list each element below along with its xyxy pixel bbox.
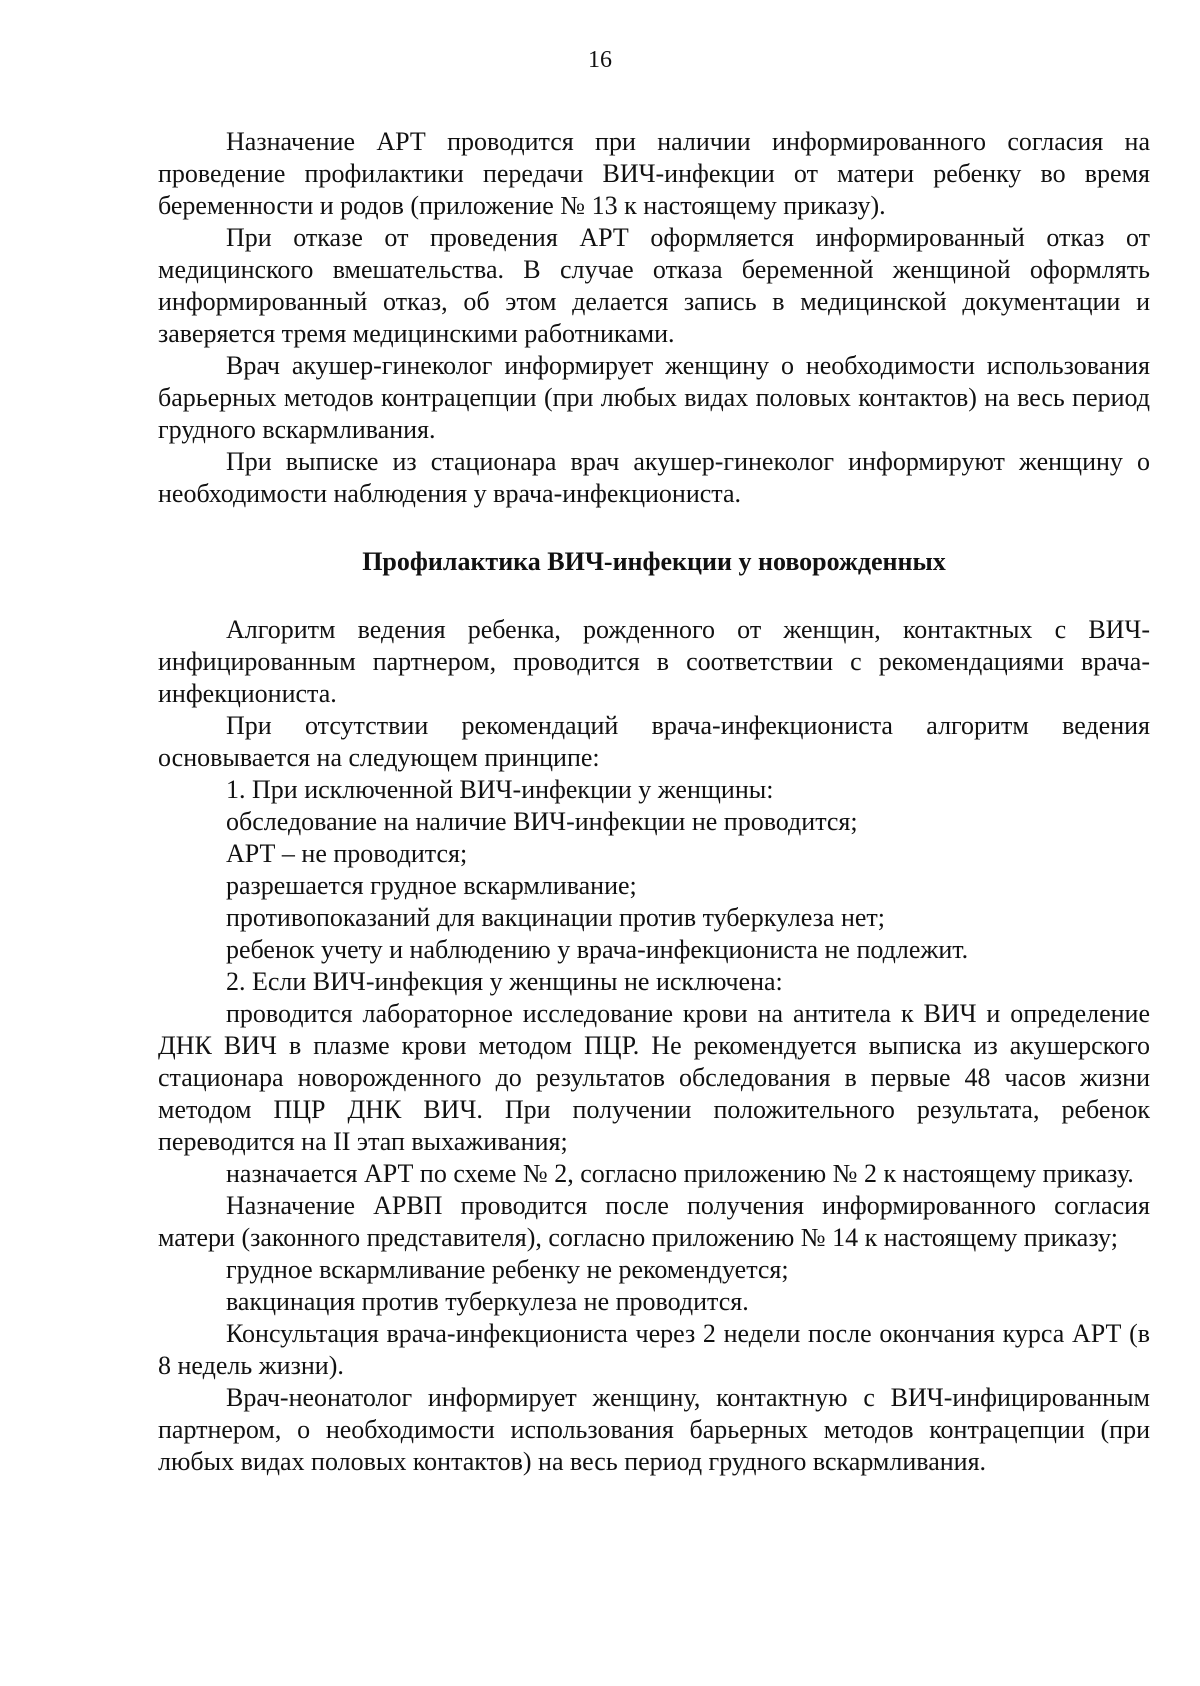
list-line: обследование на наличие ВИЧ-инфекции не проводится; [226,807,858,836]
paragraph: проводится лабораторное исследование крови на антитела к ВИЧ и определение ДНК ВИЧ в плазме крови методом ПЦР. Не рекомендуется выписка из акушерского стационара новорожденного до результатов обследования в первые 48 часов жизни методом ПЦР ДНК ВИЧ. При получении положительного результата, ребенок переводится на II этап выхаживания; [158,999,1150,1156]
list-line: разрешается грудное вскармливание; [226,871,637,900]
paragraph: При выписке из стационара врач акушер-гинеколог информируют женщину о необходимости наблюдения у врача-инфекциониста. [158,447,1150,508]
paragraph: При отсутствии рекомендаций врача-инфекциониста алгоритм ведения основывается на следующем принципе: [158,711,1150,772]
list-line: противопоказаний для вакцинации против туберкулеза нет; [226,903,886,932]
list-line: АРТ – не проводится; [226,839,468,868]
paragraph: Назначение АРВП проводится после получения информированного согласия матери (законного представителя), согласно приложению № 14 к настоящему приказу; [158,1191,1150,1252]
list-line: грудное вскармливание ребенку не рекомендуется; [226,1255,789,1284]
paragraph: Назначение АРТ проводится при наличии информированного согласия на проведение профилактики передачи ВИЧ-инфекции от матери ребенку во время беременности и родов (приложение № 13 к настоящему приказу). [158,127,1150,220]
page-number: 16 [588,47,612,73]
list-line: ребенок учету и наблюдению у врача-инфекциониста не подлежит. [226,935,969,964]
paragraph: назначается АРТ по схеме № 2, согласно приложению № 2 к настоящему приказу. [226,1159,1134,1188]
list-line: вакцинация против туберкулеза не проводится. [226,1287,749,1316]
paragraph: Алгоритм ведения ребенка, рожденного от женщин, контактных с ВИЧ-инфицированным партнером, проводится в соответствии с рекомендациями врача-инфекциониста. [158,615,1150,708]
paragraph: Консультация врача-инфекциониста через 2 недели после окончания курса АРТ (в 8 недель жизни). [158,1319,1150,1380]
case-1-title: 1. При исключенной ВИЧ-инфекции у женщины: [226,775,774,804]
section-heading: Профилактика ВИЧ-инфекции у новорожденных [362,547,946,576]
paragraph: Врач-неонатолог информирует женщину, контактную с ВИЧ-инфицированным партнером, о необходимости использования барьерных методов контрацепции (при любых видах половых контактов) на весь период грудного вскармливания. [158,1383,1150,1476]
case-2-title: 2. Если ВИЧ-инфекция у женщины не исключена: [226,967,783,996]
paragraph: При отказе от проведения АРТ оформляется информированный отказ от медицинского вмешательства. В случае отказа беременной женщиной оформлять информированный отказ, об этом делается запись в медицинской документации и заверяется тремя медицинскими работниками. [158,223,1150,348]
document-body [158,126,1150,1478]
paragraph: Врач акушер-гинеколог информирует женщину о необходимости использования барьерных методов контрацепции (при любых видах половых контактов) на весь период грудного вскармливания. [158,351,1150,444]
